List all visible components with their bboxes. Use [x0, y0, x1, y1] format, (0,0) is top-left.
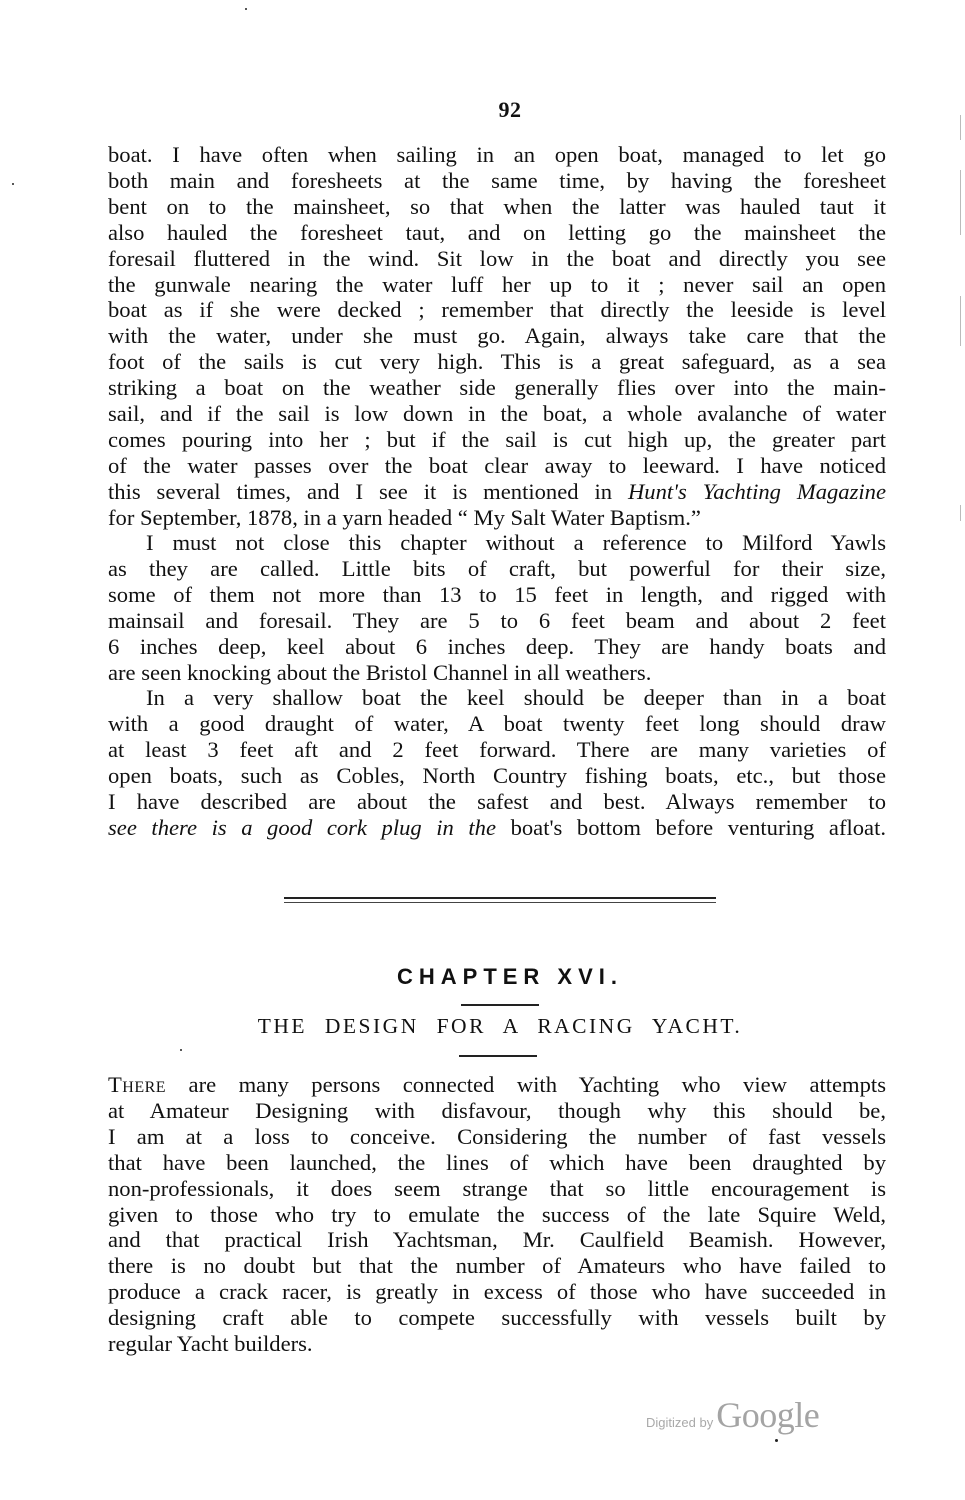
text-line	[108, 1072, 886, 1098]
text-line: some of them not more than 13 to 15 feet in length, and rigged with	[108, 581, 886, 607]
paragraph-milford-yawls	[108, 530, 886, 685]
text-line: bent on to the mainsheet, so that when the latter was hauled taut it	[108, 193, 886, 219]
scan-speck	[12, 183, 14, 185]
text-line: with the water, under she must go. Again, always take care that the	[108, 323, 886, 349]
text-line: In a very shallow boat the keel should be deeper than in a boat	[146, 685, 886, 710]
text-line: given to those who try to emulate the success of the late Squire Weld,	[108, 1201, 886, 1227]
text-segment: boat's bottom before venturing afloat.	[496, 814, 886, 840]
text-segment: this several times, and I see it is mentioned in	[108, 478, 628, 504]
scan-speck	[180, 1049, 182, 1051]
text-line: both main and foresheets at the same time, by having the foresheet	[108, 167, 886, 193]
text-line: striking a boat on the weather side generally flies over into the main-	[108, 375, 886, 401]
text-line: 6 inches deep, keel about 6 inches deep. They are handy boats and	[108, 633, 886, 659]
section-divider	[284, 897, 716, 903]
text-line: I have described are about the safest and best. Always remember to	[108, 788, 886, 814]
chapter-title: THE DESIGN FOR A RACING YACHT.	[257, 1014, 743, 1038]
text-line: boat as if she were decked ; remember that directly the leeside is level	[108, 297, 886, 323]
text-line: I am at a loss to conceive. Considering the number of fast vessels	[108, 1123, 886, 1149]
text-line: mainsail and foresail. They are 5 to 6 feet beam and about 2 feet	[108, 607, 886, 633]
opening-word: There	[108, 1072, 167, 1097]
text-line: and that practical Irish Yachtsman, Mr. Caulfield Beamish. However,	[108, 1227, 886, 1253]
text-line	[108, 479, 886, 505]
text-line: the gunwale nearing the water luff her up to it ; never sail an open	[108, 271, 886, 297]
text-line: produce a crack racer, is greatly in excess of those who have succeeded in	[108, 1279, 886, 1305]
scan-edge-mark	[960, 296, 961, 346]
scan-speck	[245, 8, 247, 10]
page-number: 92	[498, 97, 522, 122]
text-line: regular Yacht builders.	[108, 1331, 313, 1357]
title-rule	[459, 1055, 537, 1057]
watermark-prefix: Digitized by	[646, 1415, 714, 1430]
scan-edge-mark	[960, 505, 961, 521]
text-line: also hauled the foresheet taut, and on letting go the mainsheet the	[108, 219, 886, 245]
text-line: non-professionals, it does seem strange that so little encouragement is	[108, 1175, 886, 1201]
text-line: that have been launched, the lines of which have been draughted by	[108, 1149, 886, 1175]
chapter-heading: CHAPTER XVI.	[396, 964, 624, 989]
text-line: open boats, such as Cobles, North Country fishing boats, etc., but those	[108, 762, 886, 788]
text-line: designing craft able to compete successfully with vessels built by	[108, 1305, 886, 1331]
text-line: at least 3 feet aft and 2 feet forward. There are many varieties of	[108, 736, 886, 762]
text-line: boat. I have often when sailing in an open boat, managed to let go	[108, 142, 886, 167]
text-line: for September, 1878, in a yarn headed “ My Salt Water Baptism.”	[108, 504, 701, 530]
text-line: sail, and if the sail is low down in the boat, a whole avalanche of water	[108, 401, 886, 427]
text-line: comes pouring into her ; but if the sail is cut high up, the greater part	[108, 426, 886, 452]
text-line: are seen knocking about the Bristol Channel in all weathers.	[108, 659, 652, 685]
scan-speck	[775, 1439, 778, 1442]
text-line: of the water passes over the boat clear away to leeward. I have noticed	[108, 452, 886, 478]
text-segment: are many persons connected with Yachting who view attempts	[166, 1072, 886, 1097]
italic-segment: see there is a good cork plug in the	[108, 814, 497, 840]
text-line: foresail fluttered in the wind. Sit low in the boat and directly you see	[108, 245, 886, 271]
text-line: with a good draught of water, A boat twenty feet long should draw	[108, 710, 886, 736]
paragraph-continued	[108, 142, 886, 531]
heading-rule	[461, 1004, 539, 1006]
google-logo: Google	[716, 1395, 820, 1435]
magazine-title: Hunt's Yachting Magazine	[627, 478, 886, 504]
paragraph-shallow-boat	[108, 685, 886, 840]
digitized-by-google-watermark	[646, 1394, 819, 1436]
text-line: as they are called. Little bits of craft, but powerful for their size,	[108, 555, 886, 581]
text-line: there is no doubt but that the number of Amateurs who have failed to	[108, 1253, 886, 1279]
text-line: foot of the sails is cut very high. This is a great safeguard, as a sea	[108, 349, 886, 375]
text-line: at Amateur Designing with disfavour, though why this should be,	[108, 1097, 886, 1123]
scan-edge-mark	[960, 170, 961, 235]
text-line	[108, 815, 886, 841]
text-line: I must not close this chapter without a reference to Milford Yawls	[146, 530, 886, 555]
paragraph-chapter-opening	[108, 1072, 886, 1357]
